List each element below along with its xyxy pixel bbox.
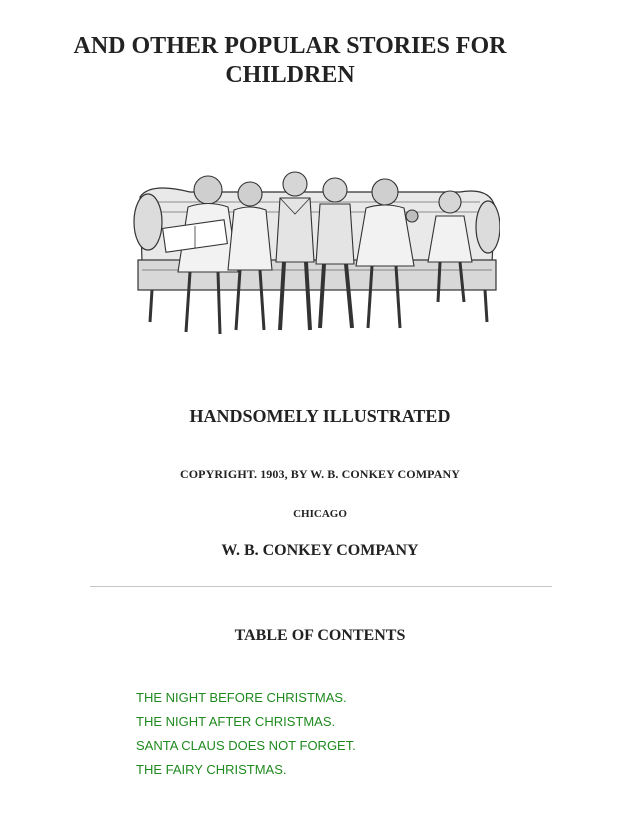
publisher-name: W. B. CONKEY COMPANY xyxy=(221,542,419,559)
subtitle: HANDSOMELY ILLUSTRATED xyxy=(189,406,451,426)
copyright-notice: COPYRIGHT. 1903, BY W. B. CONKEY COMPANY xyxy=(179,467,460,481)
toc-link[interactable]: SANTA CLAUS DOES NOT FORGET. xyxy=(136,738,356,753)
toc-link[interactable]: THE FAIRY CHRISTMAS. xyxy=(136,762,287,777)
divider xyxy=(90,586,552,587)
toc-link[interactable]: THE NIGHT BEFORE CHRISTMAS. xyxy=(136,690,347,705)
toc-heading: TABLE OF CONTENTS xyxy=(234,627,406,644)
children-on-sofa-illustration xyxy=(130,152,500,342)
page-title: AND OTHER POPULAR STORIES FOR CHILDREN xyxy=(73,33,507,88)
table-of-contents xyxy=(136,686,536,782)
toc-link[interactable]: THE NIGHT AFTER CHRISTMAS. xyxy=(136,714,336,729)
publisher-city: CHICAGO xyxy=(293,508,347,520)
